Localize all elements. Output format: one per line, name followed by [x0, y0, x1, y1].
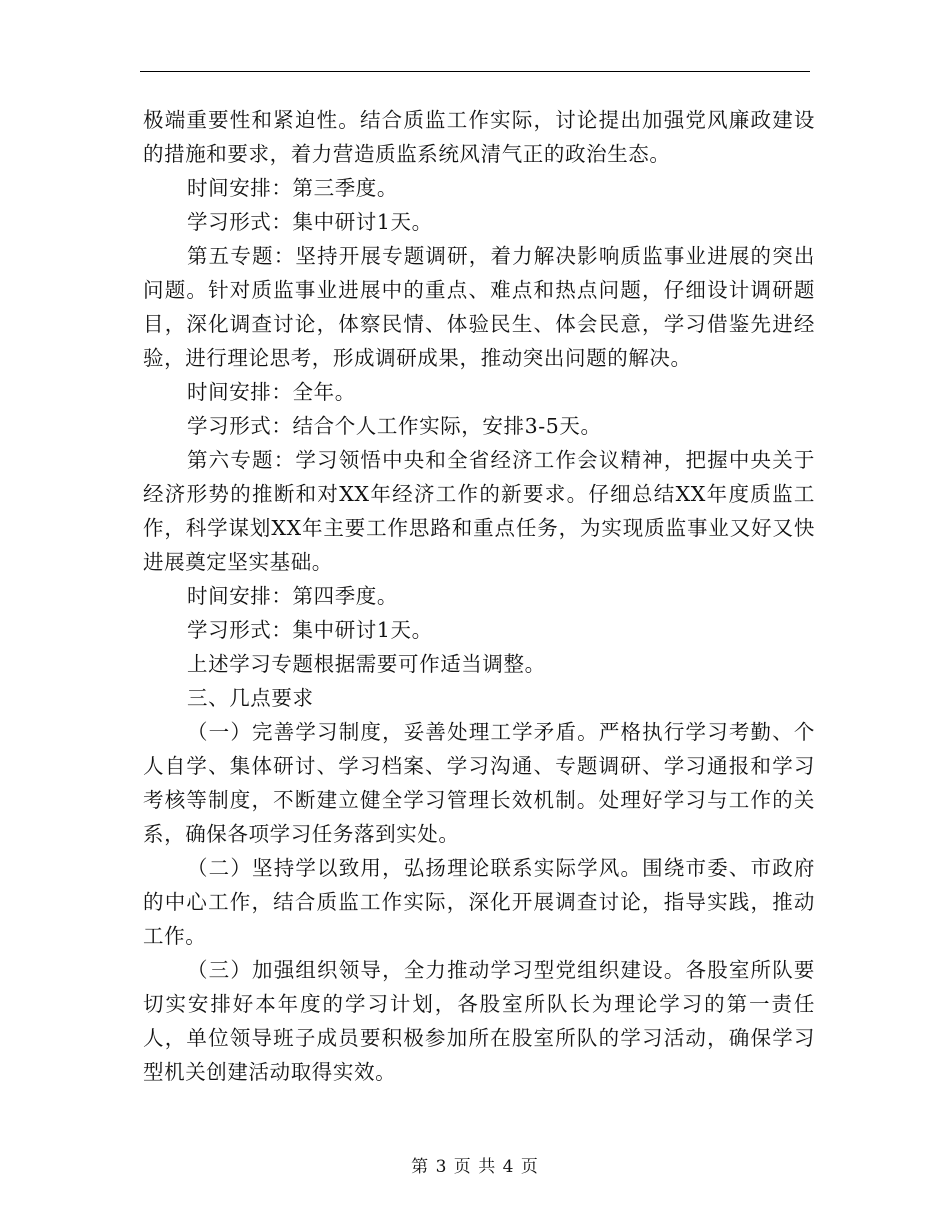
paragraph: （一）完善学习制度，妥善处理工学矛盾。严格执行学习考勤、个人自学、集体研讨、学习档案、学习沟通、专题调研、学习通报和学习考核等制度，不断建立健全学习管理长效机制。处理好学习与工作的关系，确保各项学习任务落到实处。	[143, 720, 815, 846]
paragraph: 第六专题：学习领悟中央和全省经济工作会议精神，把握中央关于经济形势的推断和对XX年经济工作的新要求。仔细总结XX年度质监工作，科学谋划XX年主要工作思路和重点任务，为实现质监事业又好又快进展奠定坚实基础。	[143, 448, 815, 574]
paragraph: 时间安排：第四季度。	[187, 584, 398, 608]
paragraph: （三）加强组织领导，全力推动学习型党组织建设。各股室所队要切实安排好本年度的学习计划，各股室所队长为理论学习的第一责任人，单位领导班子成员要积极参加所在股室所队的学习活动，确保学习型机关创建活动取得实效。	[143, 958, 815, 1084]
paragraph: 学习形式：集中研讨1天。	[187, 210, 433, 234]
paragraph: 时间安排：全年。	[187, 380, 356, 404]
page-number-footer: 第 3 页 共 4 页	[411, 1157, 539, 1177]
paragraph: （二）坚持学以致用，弘扬理论联系实际学风。围绕市委、市政府的中心工作，结合质监工作实际，深化开展调查讨论，指导实践，推动工作。	[143, 856, 815, 948]
paragraph: 时间安排：第三季度。	[187, 176, 398, 200]
document-body	[143, 103, 815, 1089]
section-heading: 三、几点要求	[187, 686, 314, 710]
paragraph: 第五专题：坚持开展专题调研，着力解决影响质监事业进展的突出问题。针对质监事业进展中的重点、难点和热点问题，仔细设计调研题目，深化调查讨论，体察民情、体验民生、体会民意，学习借鉴先进经验，进行理论思考，形成调研成果，推动突出问题的解决。	[143, 244, 815, 370]
paragraph: 学习形式：集中研讨1天。	[187, 618, 433, 642]
header-rule	[140, 71, 810, 72]
paragraph: 学习形式：结合个人工作实际，安排3-5天。	[187, 414, 602, 438]
paragraph: 极端重要性和紧迫性。结合质监工作实际，讨论提出加强党风廉政建设的措施和要求，着力营造质监系统风清气正的政治生态。	[143, 108, 815, 166]
paragraph: 上述学习专题根据需要可作适当调整。	[187, 652, 546, 676]
